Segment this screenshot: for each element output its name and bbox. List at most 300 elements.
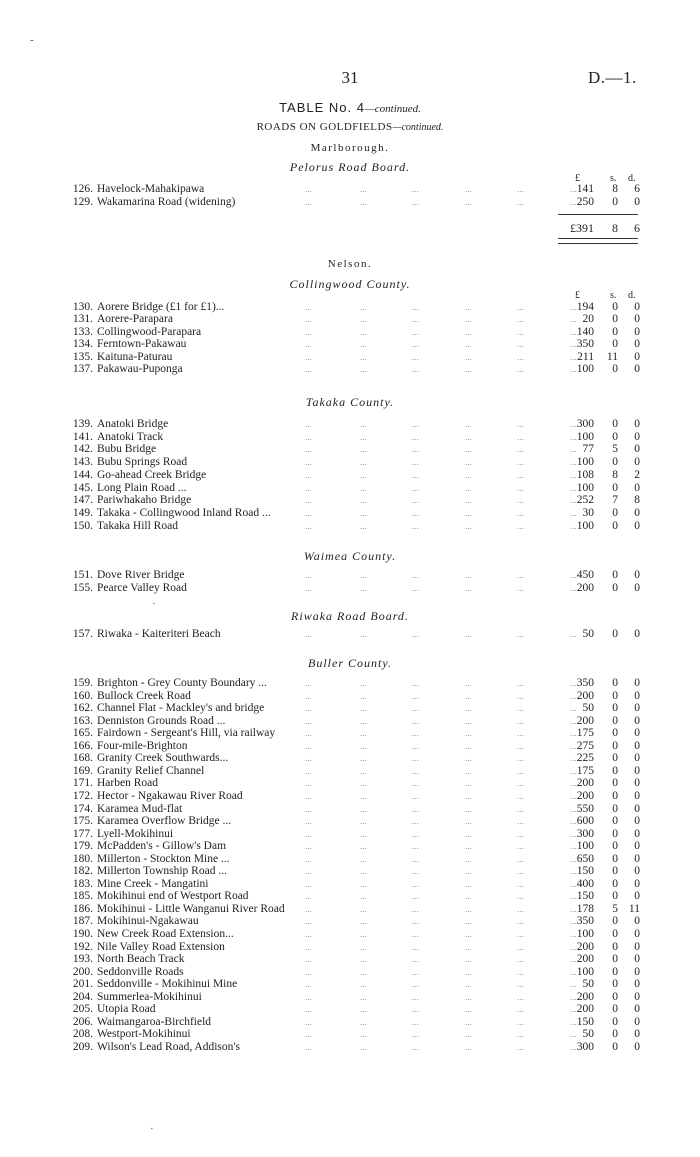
total-shillings: 8 — [612, 221, 618, 235]
entry-number: 131. — [72, 313, 93, 326]
table-row — [60, 828, 640, 841]
entry-number: 171. — [72, 777, 93, 790]
pence-value: 0 — [634, 677, 640, 689]
table-row — [60, 628, 640, 641]
leader-dots: ... ... ... ... ... ... — [305, 507, 577, 518]
entry-number: 182. — [72, 865, 93, 878]
shillings-value: 0 — [612, 363, 618, 375]
pounds-value: 550 — [576, 802, 594, 815]
pounds-value: 100 — [576, 519, 594, 532]
pence-value: 0 — [634, 456, 640, 469]
table-row — [60, 740, 640, 753]
road-name: Wilson's Lead Road, Addison's — [97, 1040, 240, 1053]
pounds-header: £ — [575, 290, 580, 301]
pence-value: 0 — [634, 1003, 640, 1016]
leader-dots: ... ... ... ... ... ... — [305, 703, 577, 714]
leader-dots: ... ... ... ... ... ... — [305, 778, 577, 789]
shillings-value: 0 — [612, 777, 618, 790]
pence-header: d. — [628, 173, 636, 184]
entry-number: 143. — [72, 456, 93, 469]
shillings-value: 0 — [612, 338, 618, 351]
entry-number: 187. — [72, 915, 93, 928]
shillings-value: 0 — [612, 569, 618, 581]
entry-number: 180. — [72, 852, 93, 865]
road-name: Mokihinui - Little Wanganui River Road — [97, 902, 285, 915]
road-name: Havelock-Mahakipawa — [97, 183, 205, 195]
leader-dots: ... ... ... ... ... ... — [305, 753, 577, 764]
road-name: Brighton - Grey County Boundary ... — [97, 677, 267, 689]
pounds-value: 300 — [576, 827, 594, 840]
leader-dots: ... ... ... ... ... ... — [305, 431, 577, 442]
pounds-value: 178 — [576, 902, 594, 915]
road-name: Mokihinui-Ngakawau — [97, 915, 199, 928]
entry-number: 149. — [72, 506, 93, 519]
pence-value: 0 — [634, 739, 640, 752]
entry-number: 133. — [72, 325, 93, 338]
pence-value: 0 — [634, 953, 640, 966]
entry-number: 126. — [72, 183, 93, 195]
entry-number: 147. — [72, 494, 93, 507]
table-subtitle-text: ROADS ON GOLDFIELDS — [256, 121, 393, 133]
shillings-value: 0 — [612, 430, 618, 443]
pounds-value: 650 — [576, 852, 594, 865]
table-row — [60, 702, 640, 715]
shillings-value: 0 — [612, 418, 618, 430]
shillings-value: 0 — [612, 978, 618, 991]
section-heading-waimea: Waimea County. — [303, 549, 397, 563]
road-name: Collingwood-Parapara — [97, 325, 202, 338]
entry-number: 208. — [72, 1028, 93, 1041]
road-name: Riwaka - Kaiteriteri Beach — [97, 628, 221, 640]
pence-value: 0 — [634, 965, 640, 978]
entry-number: 200. — [72, 965, 93, 978]
pounds-value: 100 — [576, 430, 594, 443]
shillings-value: 0 — [612, 990, 618, 1003]
road-name: Bullock Creek Road — [97, 689, 191, 702]
road-name: Ferntown-Pakawau — [97, 338, 187, 351]
leader-dots: ... ... ... ... ... ... — [305, 444, 577, 455]
leader-dots: ... ... ... ... ... ... — [305, 629, 577, 639]
pence-value: 0 — [634, 350, 640, 363]
pence-value: 0 — [634, 1015, 640, 1028]
pounds-value: 275 — [576, 739, 594, 752]
road-name: Anatoki Track — [97, 430, 164, 443]
stray-mark: · — [150, 1123, 154, 1135]
shillings-value: 0 — [612, 456, 618, 469]
entry-number: 201. — [72, 978, 93, 991]
entry-number: 168. — [72, 752, 93, 765]
pounds-value: 108 — [576, 468, 594, 481]
pence-value: 0 — [634, 569, 640, 581]
shillings-value: 0 — [612, 313, 618, 326]
road-name: New Creek Road Extension... — [97, 928, 234, 940]
table-row — [60, 840, 640, 853]
shillings-value: 0 — [612, 965, 618, 978]
pence-value: 0 — [634, 443, 640, 456]
entry-number: 209. — [72, 1040, 93, 1053]
pounds-value: 252 — [576, 494, 594, 507]
table-row — [60, 338, 640, 351]
entry-number: 192. — [72, 940, 93, 953]
shillings-value: 0 — [612, 1015, 618, 1028]
pounds-value: 175 — [576, 764, 594, 777]
pounds-value: 150 — [576, 890, 594, 903]
section-heading-buller: Buller County. — [308, 656, 392, 670]
leader-dots: ... ... ... ... ... ... — [305, 678, 577, 688]
pounds-value: 200 — [576, 940, 594, 953]
leader-dots: ... ... ... ... ... ... — [305, 326, 577, 337]
table-row — [60, 301, 640, 314]
pounds-value: 150 — [576, 1015, 594, 1028]
pence-value: 0 — [634, 877, 640, 890]
stray-mark: · — [152, 598, 156, 610]
table-row — [60, 1041, 640, 1054]
pence-value: 0 — [634, 301, 640, 313]
table-row — [60, 865, 640, 878]
pence-value: 0 — [634, 430, 640, 443]
road-name: Summerlea-Mokihinui — [97, 990, 202, 1003]
entry-number: 137. — [72, 363, 93, 375]
shillings-value: 0 — [612, 953, 618, 966]
entry-number: 174. — [72, 802, 93, 815]
shillings-value: 0 — [612, 195, 618, 208]
entry-number: 169. — [72, 764, 93, 777]
shillings-value: 0 — [612, 752, 618, 765]
shillings-value: 0 — [612, 802, 618, 815]
table-row — [60, 853, 640, 866]
pence-value: 0 — [634, 519, 640, 532]
road-name: Anatoki Bridge — [97, 418, 169, 430]
pence-value: 0 — [634, 815, 640, 828]
pounds-value: 200 — [576, 1003, 594, 1016]
pounds-value: 200 — [576, 953, 594, 966]
leader-dots: ... ... ... ... ... ... — [305, 1004, 577, 1015]
pence-value: 0 — [634, 714, 640, 727]
pounds-value: 175 — [576, 727, 594, 740]
pounds-value: 50 — [582, 978, 594, 991]
entry-number: 141. — [72, 430, 93, 443]
table-row — [60, 890, 640, 903]
shillings-value: 0 — [612, 940, 618, 953]
pounds-value: 77 — [582, 443, 594, 456]
leader-dots: ... ... ... ... ... ... — [305, 903, 577, 914]
entry-number: 129. — [72, 195, 93, 208]
leader-dots: ... ... ... ... ... ... — [305, 1041, 577, 1052]
road-name: Four-mile-Brighton — [97, 739, 188, 752]
shillings-header: s. — [610, 290, 617, 301]
table-title-text: TABLE No. 4 — [279, 100, 365, 115]
table-row — [60, 978, 640, 991]
leader-dots: ... ... ... ... ... ... — [305, 184, 577, 194]
pence-value: 0 — [634, 789, 640, 802]
leader-dots: ... ... ... ... ... ... — [305, 457, 577, 468]
pounds-value: 30 — [582, 506, 594, 519]
leader-dots: ... ... ... ... ... ... — [305, 690, 577, 701]
pounds-value: 50 — [582, 1028, 594, 1041]
road-name: Long Plain Road ... — [97, 481, 187, 494]
entry-number: 185. — [72, 890, 93, 903]
section-heading-collingwood: Collingwood County. — [289, 277, 411, 291]
leader-dots: ... ... ... ... ... ... — [305, 891, 577, 902]
road-name: Lyell-Mokihinui — [97, 827, 174, 840]
region-heading-nelson: Nelson. — [327, 258, 373, 270]
shillings-value: 0 — [612, 1028, 618, 1041]
table-row — [60, 1016, 640, 1029]
leader-dots: ... ... ... ... ... ... — [305, 351, 577, 362]
table-title-suffix: —continued. — [364, 103, 421, 115]
entry-number: 162. — [72, 702, 93, 715]
road-name: Granity Relief Channel — [97, 764, 205, 777]
shillings-value: 5 — [612, 443, 618, 456]
pounds-value: 300 — [576, 1040, 594, 1053]
road-name: Granity Creek Southwards... — [97, 752, 229, 765]
leader-dots: ... ... ... ... ... ... — [305, 583, 577, 593]
pence-value: 0 — [634, 363, 640, 375]
table-subtitle — [0, 121, 700, 133]
leader-dots: ... ... ... ... ... ... — [305, 520, 577, 531]
pence-value: 0 — [634, 752, 640, 765]
pounds-value: 350 — [576, 338, 594, 351]
entry-number: 166. — [72, 739, 93, 752]
table-row — [60, 1003, 640, 1016]
road-name: Aorere Bridge (£1 for £1)... — [97, 301, 225, 313]
road-name: Harben Road — [97, 777, 158, 790]
leader-dots: ... ... ... ... ... ... — [305, 853, 577, 864]
pounds-value: 400 — [576, 877, 594, 890]
shillings-value: 0 — [612, 582, 618, 594]
shillings-value: 0 — [612, 702, 618, 715]
leader-dots: ... ... ... ... ... ... — [305, 979, 577, 990]
entry-number: 134. — [72, 338, 93, 351]
table-row — [60, 582, 640, 595]
pounds-value: 200 — [576, 789, 594, 802]
shillings-value: 0 — [612, 1003, 618, 1016]
pence-value: 0 — [634, 990, 640, 1003]
shillings-value: 0 — [612, 727, 618, 740]
leader-dots: ... ... ... ... ... ... — [305, 419, 577, 429]
entry-number: 151. — [72, 569, 93, 581]
table-row — [60, 991, 640, 1004]
road-name: Mokihinui end of Westport Road — [97, 890, 249, 903]
entry-number: 130. — [72, 301, 93, 313]
pence-value: 0 — [634, 689, 640, 702]
shillings-value: 11 — [606, 350, 618, 363]
pence-value: 0 — [634, 582, 640, 594]
road-name: Pariwhakaho Bridge — [97, 494, 192, 507]
leader-dots: ... ... ... ... ... ... — [305, 954, 577, 965]
table-row — [60, 1028, 640, 1041]
leader-dots: ... ... ... ... ... ... — [305, 790, 577, 801]
shillings-value: 0 — [612, 689, 618, 702]
table-row — [60, 183, 640, 196]
table-row — [60, 431, 640, 444]
entry-number: 145. — [72, 481, 93, 494]
entry-number: 190. — [72, 928, 93, 940]
shillings-value: 0 — [612, 789, 618, 802]
table-row — [60, 456, 640, 469]
total-double-rule — [558, 238, 638, 244]
road-name: Kaituna-Paturau — [97, 350, 173, 363]
entry-number: 165. — [72, 727, 93, 740]
entry-number: 144. — [72, 468, 93, 481]
section-heading-riwaka: Riwaka Road Board. — [291, 609, 409, 623]
table-row — [60, 803, 640, 816]
entry-number: 205. — [72, 1003, 93, 1016]
leader-dots: ... ... ... ... ... ... — [305, 765, 577, 776]
entry-number: 177. — [72, 827, 93, 840]
table-row — [60, 482, 640, 495]
leader-dots: ... ... ... ... ... ... — [305, 841, 577, 852]
table-row — [60, 690, 640, 703]
entry-number: 160. — [72, 689, 93, 702]
pounds-value: 194 — [576, 301, 594, 313]
road-name: Karamea Mud-flat — [97, 802, 183, 815]
shillings-value: 7 — [612, 494, 618, 507]
shillings-value: 0 — [612, 877, 618, 890]
table-row — [60, 507, 640, 520]
leader-dots: ... ... ... ... ... ... — [305, 339, 577, 350]
pounds-value: 200 — [576, 777, 594, 790]
stray-mark: - — [30, 34, 34, 46]
leader-dots: ... ... ... ... ... ... — [305, 991, 577, 1002]
subtotal-rule — [558, 214, 638, 215]
leader-dots: ... ... ... ... ... ... — [305, 495, 577, 506]
pence-value: 0 — [634, 195, 640, 208]
pounds-value: 100 — [576, 456, 594, 469]
leader-dots: ... ... ... ... ... ... — [305, 364, 577, 374]
pence-value: 0 — [634, 727, 640, 740]
leader-dots: ... ... ... ... ... ... — [305, 916, 577, 927]
road-name: Pakawau-Puponga — [97, 363, 183, 375]
pence-value: 0 — [634, 1028, 640, 1041]
pence-value: 0 — [634, 827, 640, 840]
leader-dots: ... ... ... ... ... ... — [305, 740, 577, 751]
leader-dots: ... ... ... ... ... ... — [305, 816, 577, 827]
pence-value: 0 — [634, 978, 640, 991]
road-name: Dove River Bridge — [97, 569, 185, 581]
table-row — [60, 765, 640, 778]
pelorus-total — [550, 221, 640, 235]
document-reference: D.—1. — [588, 68, 637, 87]
entry-number: 142. — [72, 443, 93, 456]
shillings-value: 0 — [612, 301, 618, 313]
shillings-value: 0 — [612, 481, 618, 494]
pounds-value: 300 — [576, 418, 594, 430]
pounds-value: 100 — [576, 363, 594, 375]
table-row — [60, 815, 640, 828]
pounds-value: 100 — [576, 928, 594, 940]
pence-value: 0 — [634, 852, 640, 865]
pounds-value: 50 — [582, 702, 594, 715]
pounds-value: 20 — [582, 313, 594, 326]
pounds-value: 100 — [576, 840, 594, 853]
pounds-value: 350 — [576, 915, 594, 928]
shillings-value: 0 — [612, 928, 618, 940]
table-row — [60, 677, 640, 690]
table-row — [60, 520, 640, 533]
pence-value: 8 — [634, 494, 640, 507]
pounds-value: 200 — [576, 990, 594, 1003]
pence-value: 0 — [634, 418, 640, 430]
table-row — [60, 443, 640, 456]
road-name: Bubu Springs Road — [97, 456, 188, 469]
road-name: Channel Flat - Mackley's and bridge — [97, 702, 265, 715]
entry-number: 157. — [72, 628, 93, 640]
leader-dots: ... ... ... ... ... ... — [305, 828, 577, 839]
pounds-value: 200 — [576, 689, 594, 702]
entry-number: 183. — [72, 877, 93, 890]
table-row — [60, 790, 640, 803]
leader-dots: ... ... ... ... ... ... — [305, 1016, 577, 1027]
entry-number: 139. — [72, 418, 93, 430]
road-name: Takaka Hill Road — [97, 519, 178, 532]
road-name: Westport-Mokihinui — [97, 1028, 191, 1041]
entry-number: 179. — [72, 840, 93, 853]
road-name: Seddonville Roads — [97, 965, 184, 978]
leader-dots: ... ... ... ... ... ... — [305, 803, 577, 814]
table-row — [60, 569, 640, 582]
entry-number: 172. — [72, 789, 93, 802]
table-title — [0, 100, 700, 115]
leader-dots: ... ... ... ... ... ... — [305, 1029, 577, 1040]
table-row — [60, 363, 640, 376]
pounds-value: 211 — [577, 350, 594, 363]
entry-number: 206. — [72, 1015, 93, 1028]
road-name: Pearce Valley Road — [97, 582, 187, 594]
leader-dots: ... ... ... ... ... ... — [305, 715, 577, 726]
road-name: Utopia Road — [97, 1003, 156, 1016]
pounds-value: 200 — [576, 582, 594, 594]
entry-number: 163. — [72, 714, 93, 727]
road-name: North Beach Track — [97, 953, 185, 966]
entry-number: 186. — [72, 902, 93, 915]
pence-value: 0 — [634, 628, 640, 640]
shillings-value: 0 — [612, 677, 618, 689]
shillings-value: 0 — [612, 865, 618, 878]
shillings-value: 0 — [612, 764, 618, 777]
road-name: Hector - Ngakawau River Road — [97, 789, 243, 802]
table-row — [60, 915, 640, 928]
pounds-value: 50 — [582, 628, 594, 640]
table-row — [60, 903, 640, 916]
table-row — [60, 777, 640, 790]
pence-value: 0 — [634, 928, 640, 940]
table-subtitle-suffix: —continued. — [392, 122, 444, 133]
section-heading-takaka: Takaka County. — [305, 395, 395, 409]
pounds-value: 140 — [576, 325, 594, 338]
pence-value: 0 — [634, 325, 640, 338]
road-name: Fairdown - Sergeant's Hill, via railway — [97, 727, 276, 740]
pounds-value: 150 — [576, 865, 594, 878]
pence-value: 0 — [634, 1040, 640, 1053]
table-row — [60, 727, 640, 740]
pence-value: 0 — [634, 506, 640, 519]
pence-value: 0 — [634, 313, 640, 326]
pence-value: 0 — [634, 940, 640, 953]
entry-number: 175. — [72, 815, 93, 828]
leader-dots: ... ... ... ... ... ... — [305, 929, 577, 939]
pence-value: 0 — [634, 481, 640, 494]
pence-value: 0 — [634, 802, 640, 815]
shillings-value: 0 — [612, 714, 618, 727]
shillings-value: 0 — [612, 519, 618, 532]
pounds-value: 600 — [576, 815, 594, 828]
road-name: Millerton - Stockton Mine ... — [97, 852, 230, 865]
pounds-value: 450 — [576, 569, 594, 581]
pence-value: 0 — [634, 702, 640, 715]
table-row — [60, 752, 640, 765]
pence-value: 0 — [634, 865, 640, 878]
